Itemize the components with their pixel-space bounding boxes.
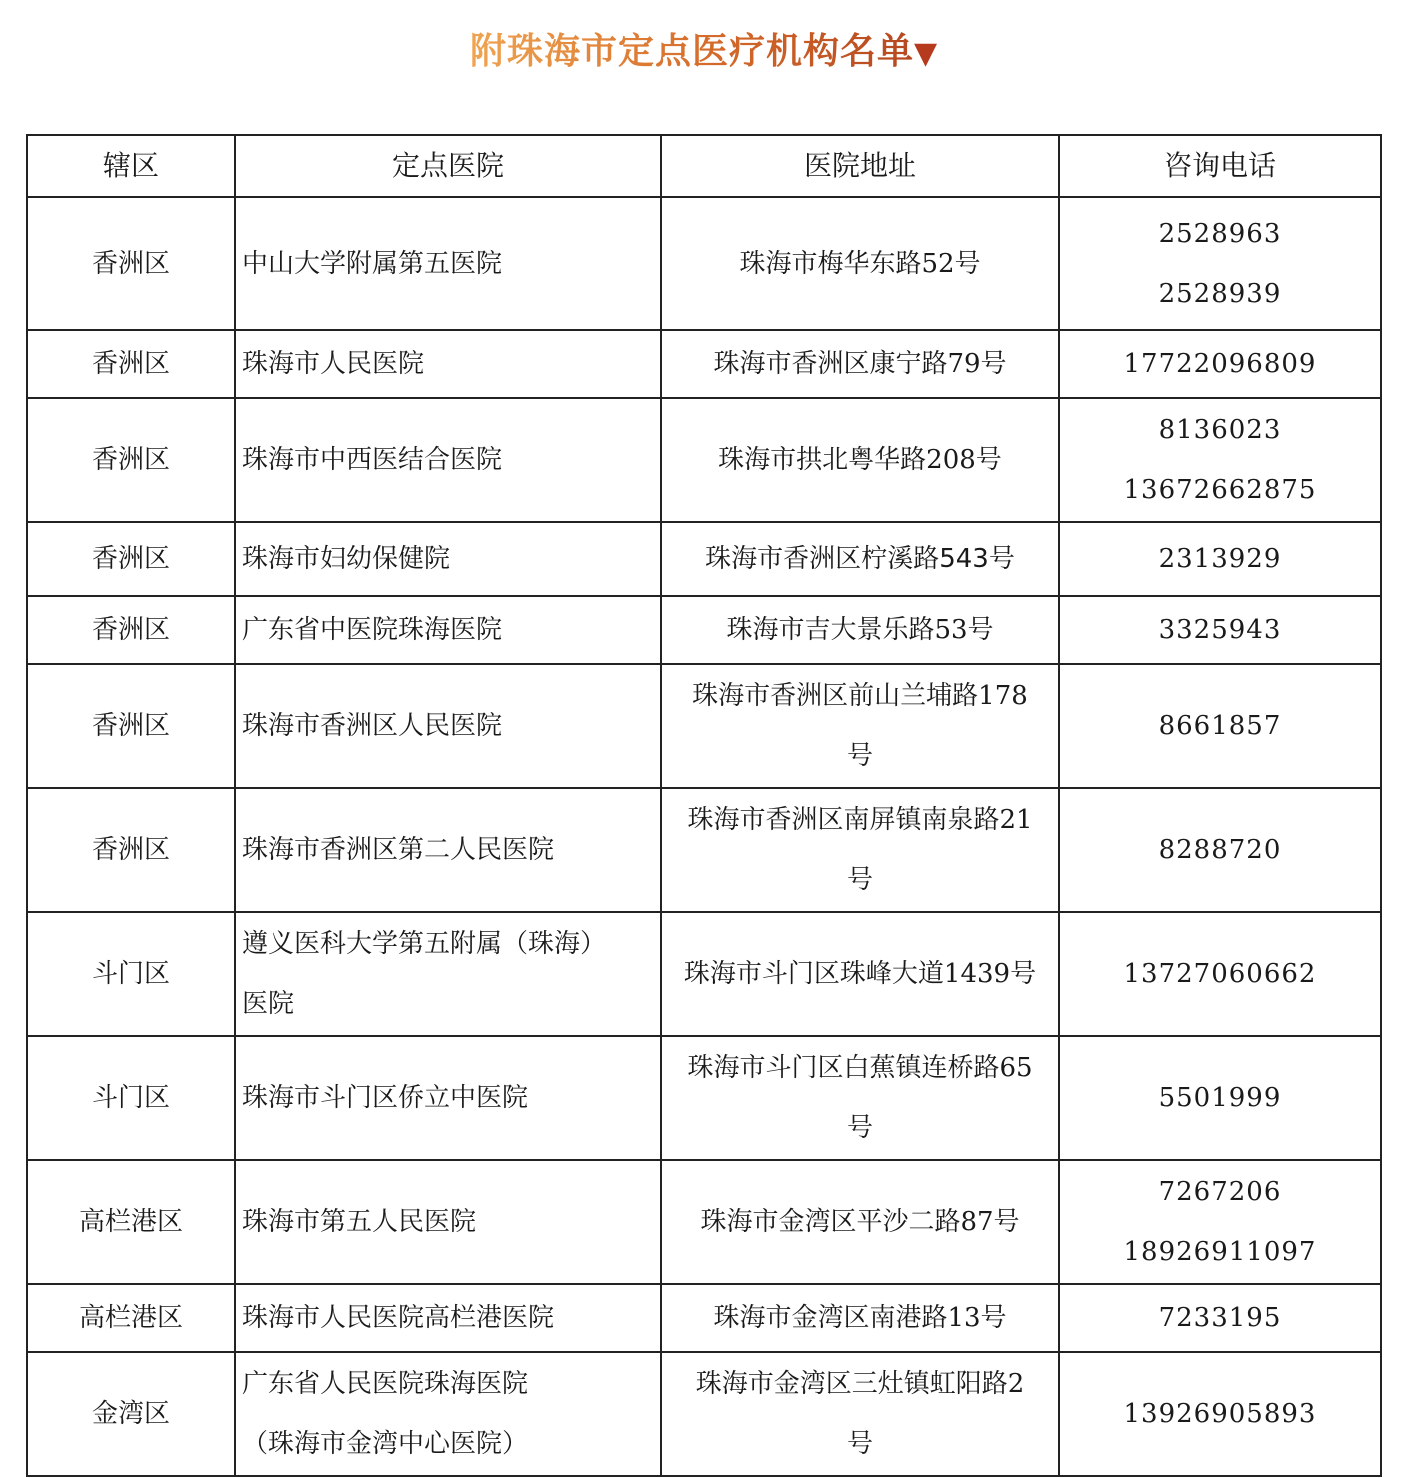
hospital-cell	[235, 596, 661, 664]
address-text: 珠海市拱北粤华路208号	[718, 445, 1002, 475]
table-row	[27, 1284, 1381, 1352]
phone-number: 2528939	[1158, 278, 1282, 309]
hospital-name: 广东省中医院珠海医院	[242, 615, 503, 645]
hospital-cell	[235, 788, 661, 912]
address-cell	[661, 1352, 1059, 1476]
table-row	[27, 398, 1381, 522]
district-cell: 香洲区	[27, 522, 235, 596]
hospital-name: 珠海市斗门区侨立中医院	[242, 1083, 529, 1113]
table-header-row	[27, 135, 1381, 197]
address-cell	[661, 912, 1059, 1036]
address-text: 号	[846, 1113, 873, 1143]
phone-number: 2313929	[1158, 544, 1282, 574]
address-text: 珠海市斗门区珠峰大道1439号	[683, 959, 1037, 989]
phone-cell	[1059, 1352, 1381, 1476]
address-text: 珠海市吉大景乐路53号	[726, 615, 994, 645]
phone-cell	[1059, 1284, 1381, 1352]
phone-cell	[1059, 912, 1381, 1036]
hospital-table	[26, 134, 1382, 1477]
address-text: 珠海市香洲区康宁路79号	[713, 349, 1007, 379]
hospital-name: 珠海市人民医院高栏港医院	[242, 1303, 555, 1333]
address-text: 珠海市香洲区前山兰埔路178	[692, 681, 1028, 711]
address-text: 号	[846, 865, 873, 895]
address-text: 珠海市金湾区三灶镇虹阳路2	[695, 1369, 1025, 1399]
district-cell: 香洲区	[27, 330, 235, 398]
address-text: 号	[846, 1429, 873, 1459]
phone-number: 7267206	[1158, 1177, 1282, 1207]
phone-number: 7233195	[1158, 1303, 1282, 1333]
district-cell: 香洲区	[27, 788, 235, 912]
address-text: 珠海市香洲区南屏镇南泉路21	[687, 805, 1033, 835]
address-cell	[661, 330, 1059, 398]
hospital-name: 珠海市第五人民医院	[242, 1207, 477, 1237]
address-text: 珠海市金湾区平沙二路87号	[700, 1207, 1020, 1237]
table-row	[27, 1352, 1381, 1476]
district-cell: 香洲区	[27, 596, 235, 664]
district-cell: 斗门区	[27, 1036, 235, 1160]
table-row	[27, 664, 1381, 788]
table-row	[27, 596, 1381, 664]
phone-cell	[1059, 197, 1381, 330]
phone-number: 18926911097	[1123, 1237, 1317, 1267]
hospital-name: 广东省人民医院珠海医院	[242, 1369, 529, 1399]
address-cell	[661, 596, 1059, 664]
hospital-cell	[235, 1160, 661, 1284]
table-row	[27, 788, 1381, 912]
address-text: 号	[846, 741, 873, 771]
hospital-name: （珠海市金湾中心医院）	[242, 1429, 529, 1459]
hospital-cell	[235, 1284, 661, 1352]
hospital-cell	[235, 1036, 661, 1160]
phone-cell	[1059, 1160, 1381, 1284]
down-triangle-icon: ▼	[913, 36, 939, 71]
hospital-cell	[235, 664, 661, 788]
hospital-name: 珠海市香洲区人民医院	[242, 711, 503, 741]
phone-number: 8661857	[1158, 711, 1282, 741]
table-row	[27, 330, 1381, 398]
hospital-name: 珠海市中西医结合医院	[242, 445, 503, 475]
address-cell	[661, 398, 1059, 522]
address-text-highlight: 柠溪路543号	[861, 544, 1015, 574]
hospital-cell	[235, 197, 661, 330]
address-cell	[661, 664, 1059, 788]
header-hospital: 定点医院	[235, 135, 661, 197]
header-phone: 咨询电话	[1059, 135, 1381, 197]
phone-number: 17722096809	[1123, 349, 1317, 379]
hospital-cell	[235, 912, 661, 1036]
district-cell: 斗门区	[27, 912, 235, 1036]
header-district: 辖区	[27, 135, 235, 197]
phone-number: 13926905893	[1123, 1399, 1317, 1429]
phone-cell	[1059, 522, 1381, 596]
phone-cell	[1059, 1036, 1381, 1160]
address-cell	[661, 522, 1059, 596]
phone-number: 5501999	[1158, 1083, 1282, 1113]
header-address: 医院地址	[661, 135, 1059, 197]
hospital-name: 珠海市香洲区第二人民医院	[242, 835, 555, 865]
district-cell: 金湾区	[27, 1352, 235, 1476]
phone-cell	[1059, 596, 1381, 664]
address-cell	[661, 788, 1059, 912]
phone-number: 13727060662	[1123, 959, 1317, 989]
hospital-name: 中山大学附属第五医院	[242, 248, 503, 279]
hospital-cell	[235, 1352, 661, 1476]
title-text: 附珠海市定点医疗机构名单	[469, 31, 914, 72]
district-cell: 香洲区	[27, 398, 235, 522]
hospital-name: 医院	[242, 989, 295, 1019]
district-cell: 香洲区	[27, 664, 235, 788]
address-text: 珠海市香洲区	[705, 544, 862, 574]
page-title	[0, 28, 1408, 78]
hospital-name: 珠海市妇幼保健院	[242, 544, 451, 574]
hospital-cell	[235, 398, 661, 522]
phone-number: 3325943	[1158, 615, 1282, 645]
address-text: 珠海市金湾区南港路13号	[713, 1303, 1007, 1333]
address-text: 珠海市梅华东路52号	[739, 248, 981, 279]
phone-number: 8288720	[1158, 835, 1282, 865]
table-row	[27, 1160, 1381, 1284]
table-row	[27, 1036, 1381, 1160]
address-text: 珠海市斗门区白蕉镇连桥路65	[687, 1053, 1033, 1083]
phone-number: 8136023	[1158, 415, 1282, 445]
table-row	[27, 912, 1381, 1036]
hospital-name: 遵义医科大学第五附属（珠海）	[242, 929, 607, 959]
address-cell	[661, 197, 1059, 330]
address-cell	[661, 1160, 1059, 1284]
phone-cell	[1059, 664, 1381, 788]
district-cell: 高栏港区	[27, 1284, 235, 1352]
hospital-cell	[235, 522, 661, 596]
phone-cell	[1059, 330, 1381, 398]
district-cell: 香洲区	[27, 197, 235, 330]
phone-cell	[1059, 788, 1381, 912]
district-cell: 高栏港区	[27, 1160, 235, 1284]
hospital-name: 珠海市人民医院	[242, 349, 425, 379]
address-cell	[661, 1036, 1059, 1160]
table-row	[27, 197, 1381, 330]
hospital-cell	[235, 330, 661, 398]
phone-number: 2528963	[1158, 218, 1282, 249]
address-cell	[661, 1284, 1059, 1352]
table-row	[27, 522, 1381, 596]
phone-number: 13672662875	[1123, 475, 1317, 505]
phone-cell	[1059, 398, 1381, 522]
